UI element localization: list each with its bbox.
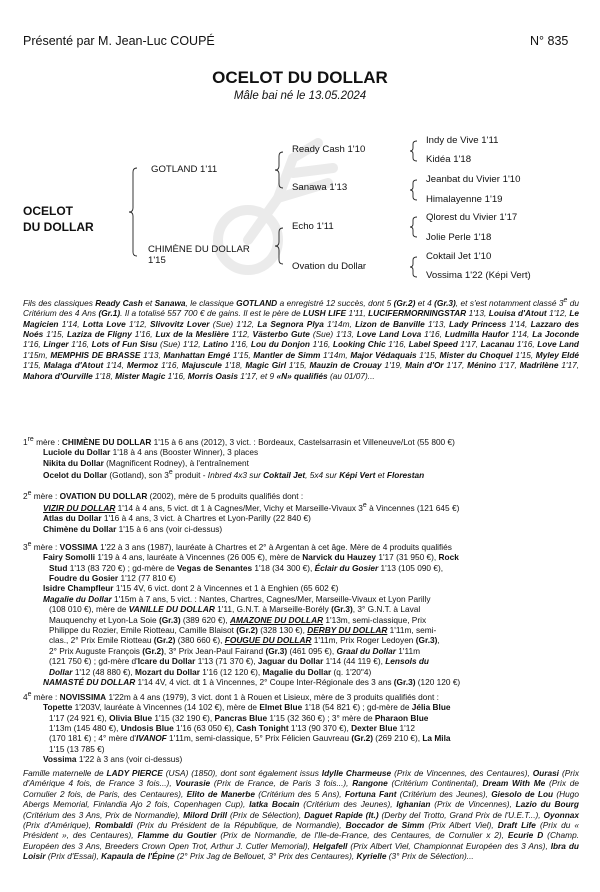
second-dam-section <box>23 489 579 534</box>
subject-name-line2: DU DOLLAR <box>23 220 94 234</box>
horse-title: OCELOT DU DOLLAR <box>212 68 388 87</box>
list-item: (108 010 €), mère de VANILLE DU DOLLAR 1'11, G.N.T. à Marseille-Borély (Gr.3), 3° G.N.T. à Laval <box>49 604 421 615</box>
ggs-3: Jeanbat du Vivier 1'10 <box>426 174 521 185</box>
dam-name-line2: 1'15 <box>148 255 166 266</box>
ggs-7: Coktail Jet 1'10 <box>426 251 492 262</box>
list-item: clas., 2° Prix Emile Riotteau (Gr.2) (380 660 €), FOUGUE DU DOLLAR 1'11m, Prix Roger Ledoyen (Gr.3), <box>49 635 440 646</box>
ggs-8: Vossima 1'22 (Képi Vert) <box>426 270 531 281</box>
list-item: 1'13m (145 480 €), Undosis Blue 1'16 (63 050 €), Cash Tonight 1'13 (90 370 €), Dexter Blue 1'12 <box>49 722 415 733</box>
horse-subtitle: Mâle bai né le 13.05.2024 <box>233 90 367 102</box>
dam-dam: Ovation du Dollar <box>292 261 367 272</box>
list-item: Nikita du Dollar (Magnificent Rodney), à l'entraînement <box>43 457 249 468</box>
dam-name <box>148 244 250 266</box>
lot-number: N° 835 <box>530 34 569 48</box>
list-item: 2° Prix Auguste François (Gr.2), 3° Prix Jean-Paul Fairand (Gr.3) (461 095 €), Graal du Dollar 1'11m <box>49 645 421 656</box>
first-dam-heading: 1re mère : CHIMÈNE DU DOLLAR 1'15 à 6 ans (2012), 3 vict. : Bordeaux, Castelsarrasin et Villeneuve/Lot (55 800 €) <box>23 436 455 447</box>
third-dam-section <box>23 540 579 687</box>
list-item: Topette 1'203V, lauréate à Vincennes (14 102 €), mère de Elmet Blue 1'18 (54 821 €) ; gd-mère de Jélia Blue <box>43 702 451 713</box>
ggs-1: Indy de Vive 1'11 <box>426 135 499 146</box>
ggs-4: Himalayenne 1'19 <box>426 194 503 205</box>
list-item: Vossima 1'22 à 3 ans (voir ci-dessus) <box>43 754 183 765</box>
sire-paragraph: Fils des classiques Ready Cash et Sanawa, le classique GOTLAND a enregistré 12 succès, dont 5 (Gr.2) et 4 (Gr.3), et s'est notamment classé 3e du Critérium des 4 Ans (Gr.1). Il a totalisé 557 700 € de gains. Il est le père de LUSH LIFE 1'11, LUCIFERMORNINGSTAR 1'13, Louisa d'Atout 1'12, Le Magicien 1'14, Lotta Love 1'12, Slivovitz Lover (Sue) 1'12, La Segnora Plya 1'14m, Lizon de Banville 1'13, Lady Princess 1'14, Lazzaro des Noés 1'15, Laziza de Fligny 1'16, Lux de la Meslière 1'12, Västerbo Gute (Sue) 1'13, Love Land Lova 1'16, Ludmilla Haufor 1'14, La Joconde 1'16, Linger 1'16, Lots of Fun Sisu (Sue) 1'12, Latino 1'16, Lou du Donjon 1'16, Looking Chic 1'16, Label Speed 1'17, Lacanau 1'16, Love Land 1'15m, MEMPHIS DE BRASSE 1'13, Manhattan Emgé 1'15, Mantler de Simm 1'14m, Major Védaquais 1'15, Mister du Choquel 1'15, Myley Eldé 1'15, Malaga d'Atout 1'14, Mermoz 1'16, Majuscule 1'18, Magic Girl 1'15, Mauzin de Crouay 1'19, Main d'Or 1'17, Ménino 1'17, Madrilène 1'17, Mahora d'Ourville 1'18, Mister Magic 1'16, Morris Oasis 1'17, et 9 «N» qualifiés (au 01/07)... <box>23 297 580 381</box>
sire-sire: Ready Cash 1'10 <box>292 144 366 155</box>
list-item: Philippe du Rozier, Emile Riotteau, Camille Blaisot (Gr.2) (328 130 €), DERBY DU DOLLAR 1'11m, semi- <box>49 625 437 636</box>
third-dam-heading: 3e mère : VOSSIMA 1'22 à 3 ans (1987), lauréate à Chartres et 2° à Argentan à cet âge. Mère de 4 produits qualifiés <box>23 541 452 552</box>
list-item: NAMASTÉ DU DOLLAR 1'14 4V, 4 vict. dt 1 à Vincennes, 2° Coupe Inter-Régionale des 3 ans (Gr.3) (120 120 €) <box>43 677 461 688</box>
first-dam-section <box>23 435 579 480</box>
sire-dam: Sanawa 1'13 <box>292 182 348 193</box>
fourth-dam-section <box>23 690 579 765</box>
ggs-5: Qlorest du Vivier 1'17 <box>426 212 518 223</box>
ggs-2: Kidéa 1'18 <box>426 154 472 165</box>
list-item: Fairy Somolli 1'19 à 4 ans, lauréate à Vincennes (26 005 €), mère de Narvick du Hauzey 1'17 (31 950 €), Rock <box>43 552 459 563</box>
list-item: (170 181 €) ; 4° mère d'IVANOF 1'11m, semi-classique, 5° Prix Félicien Gauvreau (Gr.2) (269 210 €), La Mila <box>49 733 451 744</box>
subject-name-line1: OCELOT <box>23 204 73 218</box>
pedigree-subject <box>23 203 94 235</box>
list-item: Magalie du Dollar 1'15m à 7 ans, 5 vict. : Nantes, Chartres, Cagnes/Mer, Marseille-Vivaux et Lyon Parilly <box>43 593 431 604</box>
ggs-6: Jolie Perle 1'18 <box>426 232 492 243</box>
presenter-label: Présenté par M. Jean-Luc COUPÉ <box>23 34 215 48</box>
dam-sire: Echo 1'11 <box>292 221 334 232</box>
list-item: Isidre Champfleur 1'15 4V, 6 vict. dont 2 à Vincennes et 1 à Enghien (65 602 €) <box>43 583 339 594</box>
list-item: VIZIR DU DOLLAR 1'14 à 4 ans, 5 vict. dt 1 à Cagnes/Mer, Vichy et Marseille-Vivaux 3e à Vincennes (121 645 €) <box>43 502 460 513</box>
list-item: (121 750 €) ; gd-mère d'Icare du Dollar 1'13 (71 370 €), Jaguar du Dollar 1'14 (44 119 €), Lensols du <box>49 656 429 667</box>
fourth-dam-heading: 4e mère : NOVISSIMA 1'22m à 4 ans (1979), 3 vict. dont 1 à Rouen et Lisieux, mère de 3 produits qualifiés dont : <box>23 691 439 702</box>
list-item: 1'15 (13 785 €) <box>49 743 105 754</box>
sire-name: GOTLAND 1'11 <box>151 164 218 175</box>
dam-name-line1: CHIMÈNE DU DOLLAR <box>148 244 250 255</box>
list-item: Mauquenchy et Lyon-La Soie (Gr.3) (389 620 €), AMAZONE DU DOLLAR 1'13m, semi-classique, Prix <box>49 614 427 625</box>
list-item: Dollar 1'12 (48 880 €), Mozart du Dollar 1'16 (12 120 €), Magalie du Dollar (q. 1'20"4) <box>49 666 372 677</box>
list-item: Chimène du Dollar 1'15 à 6 ans (voir ci-dessus) <box>43 523 223 534</box>
list-item: Atlas du Dollar 1'16 à 4 ans, 3 vict. à Chartres et Lyon-Parilly (22 840 €) <box>43 513 311 524</box>
list-item: Stud 1'13 (83 720 €) ; gd-mère de Vegas de Senantes 1'18 (34 300 €), Éclair du Gosier 1'13 (105 090 €), <box>49 562 444 573</box>
list-item: Foudre du Gosier 1'12 (77 810 €) <box>49 572 177 583</box>
list-item: 1'17 (24 921 €), Olivia Blue 1'15 (32 190 €), Pancras Blue 1'15 (32 360 €) ; 3° mère de Pharaon Blue <box>49 712 429 723</box>
family-paragraph: Famille maternelle de LADY PIERCE (USA) (1850), dont sont également issus Idylle Charmeuse (Prix de Vincennes, des Centaures), Ourasi (Prix d'Amérique 4 fois, de France 3 fois...), Vourasie (Prix de France, de Paris 3 fois...), Rangone (Critérium Continental), Dream With Me (Prix de Cornulier 2 fois, de Paris, des Centaures), Elito de Manerbe (Critérium des 5 Ans), Fortuna Fant (Critérium des Jeunes), Giesolo de Lou (Hugo Abergs Memorial, Finlandia Ajo 2 fois, Copenhagen Cup), Iatka Bocain (Critérium des Jeunes), Ighanian (Prix de Vincennes), Lazio du Bourg (Critérium des 3 Ans, Prix de Normandie), Milord Drill (Prix de Sélection), Daguet Rapide (It.) (Derby del Trotto, Grand Prix de l'U.E.T...), Oyonnax (Prix d'Amérique), Rombaldi (Prix du Président de la République, de Normandie), Boccador de Simm (Prix Albert Viel), Draft Life (Prix du « Président », des Centaures), Flamme du Goutier (Prix de Normandie, de l'Ile-de-France, des Centaures, de Cornulier x 2), Ecurie D (Champ. Européen des 3 Ans, Breeders Crown Open Trot, Arthur J. Cutler Memorial), Helgafell (Prix Albert Viel, Championnat Européen des 3 Ans), Ibra du Loisir (Prix d'Essai), Kapaula de l'Épine (2° Prix Jag de Bellouet, 3° Prix des Centaures), Kyrielle (3° Prix de Sélection)... <box>23 768 580 862</box>
second-dam-heading: 2e mère : OVATION DU DOLLAR (2002), mère de 5 produits qualifiés dont : <box>23 490 304 501</box>
list-item: Luciole du Dollar 1'18 à 4 ans (Booster Winner), 3 places <box>43 447 259 458</box>
list-item: Ocelot du Dollar (Gotland), son 3e produit - Inbred 4x3 sur Coktail Jet, 5x4 sur Képi Vert et Florestan <box>43 468 425 480</box>
